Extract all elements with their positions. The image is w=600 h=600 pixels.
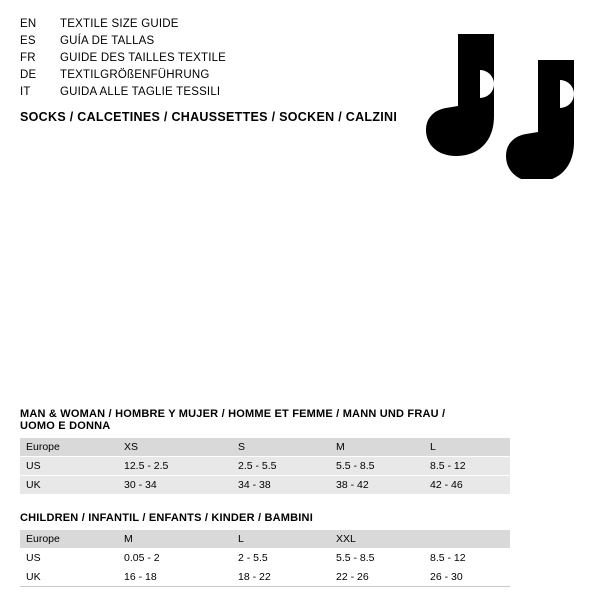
cell-value: 8.5 - 12	[424, 457, 510, 476]
language-row-de	[20, 69, 380, 86]
cell-value: 16 - 18	[118, 568, 232, 587]
column-header-l: L	[424, 438, 510, 457]
language-row-es	[20, 35, 380, 52]
row-label-us: US	[20, 549, 118, 568]
column-header-xxl: XXL	[330, 530, 424, 549]
language-code: EN	[20, 18, 37, 30]
socks-illustration	[400, 14, 580, 179]
column-header-empty	[424, 530, 510, 549]
language-row-en	[20, 18, 380, 35]
language-list	[20, 18, 380, 103]
row-label-uk: UK	[20, 476, 118, 495]
children-size-table	[20, 529, 510, 587]
row-label-us: US	[20, 457, 118, 476]
table-header-row	[20, 438, 510, 457]
row-label-uk: UK	[20, 568, 118, 587]
cell-value: 18 - 22	[232, 568, 330, 587]
cell-value: 34 - 38	[232, 476, 330, 495]
product-title: SOCKS / CALCETINES / CHAUSSETTES / SOCKEN / CALZINI	[20, 110, 398, 124]
adult-table-title: MAN & WOMAN / HOMBRE Y MUJER / HOMME ET FEMME / MANN UND FRAU / UOMO E DONNA	[20, 408, 446, 432]
language-text: GUÍA DE TALLAS	[60, 35, 155, 47]
table-row	[20, 549, 510, 568]
language-text: TEXTILGRÖßENFÜHRUNG	[60, 69, 210, 81]
table-row	[20, 568, 510, 587]
adult-size-table	[20, 437, 510, 494]
cell-value: 5.5 - 8.5	[330, 457, 424, 476]
cell-value: 2.5 - 5.5	[232, 457, 330, 476]
cell-value: 12.5 - 2.5	[118, 457, 232, 476]
cell-value: 42 - 46	[424, 476, 510, 495]
cell-value: 26 - 30	[424, 568, 510, 587]
column-header-l: L	[232, 530, 330, 549]
language-text: TEXTILE SIZE GUIDE	[60, 18, 179, 30]
cell-value: 8.5 - 12	[424, 549, 510, 568]
column-header-xs: XS	[118, 438, 232, 457]
children-table-title: CHILDREN / INFANTIL / ENFANTS / KINDER / BAMBINI	[20, 512, 313, 524]
language-code: ES	[20, 35, 36, 47]
language-text: GUIDE DES TAILLES TEXTILE	[60, 52, 227, 64]
column-header-m: M	[118, 530, 232, 549]
language-code: DE	[20, 69, 37, 81]
column-header-region: Europe	[20, 438, 118, 457]
cell-value: 22 - 26	[330, 568, 424, 587]
language-text: GUIDA ALLE TAGLIE TESSILI	[60, 86, 221, 98]
cell-value: 2 - 5.5	[232, 549, 330, 568]
column-header-s: S	[232, 438, 330, 457]
cell-value: 0.05 - 2	[118, 549, 232, 568]
column-header-region: Europe	[20, 530, 118, 549]
cell-value: 30 - 34	[118, 476, 232, 495]
column-header-m: M	[330, 438, 424, 457]
children-size-section	[20, 512, 480, 587]
adult-size-section	[20, 408, 480, 494]
language-row-it	[20, 86, 380, 103]
cell-value: 5.5 - 8.5	[330, 549, 424, 568]
language-code: FR	[20, 52, 36, 64]
table-header-row	[20, 530, 510, 549]
language-row-fr	[20, 52, 380, 69]
table-row	[20, 457, 510, 476]
table-row	[20, 476, 510, 495]
language-code: IT	[20, 86, 31, 98]
cell-value: 38 - 42	[330, 476, 424, 495]
